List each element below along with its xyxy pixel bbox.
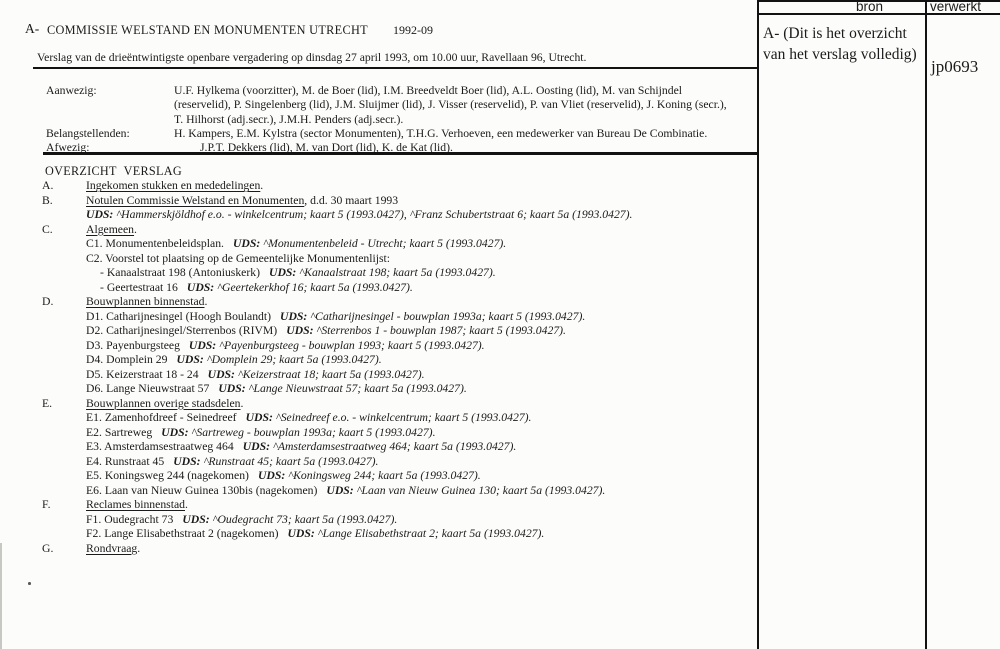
item-text: E6. Laan van Nieuw Guinea 130bis (nagekomen): [86, 483, 318, 497]
overview-line-section: [0, 498, 632, 513]
item-text: C1. Monumentenbeleidsplan.: [86, 237, 224, 250]
uds-reference: UDS: ^Catharijnesingel - bouwplan 1993a; kaart 5 (1993.0427).: [280, 309, 586, 323]
overview-line-section: [0, 542, 632, 557]
uds-reference: UDS: ^Oudegracht 73; kaart 5a (1993.0427).: [182, 512, 398, 526]
item-text: D4. Domplein 29: [86, 353, 168, 366]
uds-label: UDS:: [182, 512, 210, 526]
overview-line-item: [0, 324, 632, 339]
uds-reference: UDS: ^Sartreweg - bouwplan 1993a; kaart 5 (1993.0427).: [161, 425, 436, 439]
uds-reference: UDS: ^Kanaalstraat 198; kaart 5a (1993.0427).: [269, 266, 496, 279]
overview-line-item: [0, 353, 632, 368]
horizontal-rule-top: [33, 67, 757, 69]
section-title: Bouwplannen overige stadsdelen: [86, 396, 241, 410]
overview-line-section: [0, 194, 632, 209]
section-suffix: .: [134, 222, 137, 236]
column-header-verwerkt: verwerkt: [930, 0, 982, 14]
section-suffix: .: [260, 179, 264, 192]
scan-edge-shadow: [0, 543, 2, 649]
overview-line-item: [0, 455, 632, 470]
attendance-line: [0, 84, 727, 98]
section-letter: B.: [42, 193, 53, 207]
uds-label: UDS:: [232, 237, 261, 250]
overview-line-item: [0, 426, 632, 441]
attendance-text: U.F. Hylkema (voorzitter), M. de Boer (lid), I.M. Breedveldt Boer (lid), A.L. Oosting (lid), M. van Schijndel: [174, 84, 683, 97]
attendance-text: T. Hilhorst (adj.secr.), J.M.H. Penders (adj.secr.).: [174, 112, 404, 126]
item-text: D3. Payenburgsteeg: [86, 338, 180, 352]
uds-label: UDS:: [207, 367, 235, 381]
uds-label: UDS:: [176, 353, 204, 366]
uds-label: UDS:: [86, 208, 114, 221]
verwerkt-stamp: jp0693: [931, 57, 979, 76]
overview-line-dash: [0, 266, 632, 281]
item-text: F2. Lange Elisabethstraat 2 (nagekomen): [86, 527, 279, 540]
section-letter: F.: [42, 498, 51, 511]
section-suffix: .: [137, 541, 141, 555]
uds-label: UDS:: [257, 469, 286, 482]
section-suffix: .: [240, 396, 244, 410]
overview-heading: OVERZICHT VERSLAG: [45, 164, 182, 178]
section-suffix: , d.d. 30 maart 1993: [304, 193, 399, 207]
uds-reference: UDS: ^Geertekerkhof 16; kaart 5a (1993.0427).: [186, 280, 413, 294]
section-title: Bouwplannen binnenstad: [86, 295, 205, 308]
uds-label: UDS:: [287, 527, 315, 540]
uds-reference: UDS: ^Runstraat 45; kaart 5a (1993.0427).: [173, 454, 379, 468]
overview-line-item: [0, 310, 632, 325]
section-letter: A.: [42, 179, 54, 192]
overview-line-section: [0, 223, 632, 238]
uds-reference: UDS: ^Lange Elisabethstraat 2; kaart 5a (1993.0427).: [287, 527, 545, 540]
item-text: E1. Zamenhofdreef - Seinedreef: [86, 411, 237, 424]
overview-line-item: [0, 252, 632, 267]
scan-speck: [28, 582, 31, 585]
overview-line-item: [0, 411, 632, 426]
item-text: - Geertestraat 16: [100, 280, 178, 294]
item-text: F1. Oudegracht 73: [86, 512, 174, 526]
overview-list: [0, 179, 632, 556]
attendance-label: Belangstellenden:: [46, 126, 130, 140]
bron-annotation-line: A- (Dit is het overzicht: [763, 25, 907, 42]
uds-label: UDS:: [326, 483, 354, 497]
section-suffix: .: [185, 498, 188, 511]
document-code: 1992-09: [393, 23, 433, 37]
item-text: D5. Keizerstraat 18 - 24: [86, 367, 199, 381]
uds-reference: UDS: ^Koningsweg 244; kaart 5a (1993.0427).: [257, 469, 481, 482]
overview-line-item: [0, 484, 632, 499]
overview-line-item: [0, 469, 632, 484]
overview-line-section: [0, 397, 632, 412]
section-letter: G.: [42, 541, 54, 555]
bron-annotation: [763, 23, 917, 65]
section-letter: D.: [42, 295, 54, 308]
overview-line-section: [0, 179, 632, 194]
uds-reference: UDS: ^Amsterdamsestraatweg 464; kaart 5a (1993.0427).: [242, 440, 517, 453]
document-mark: A-: [25, 21, 40, 36]
uds-label: UDS:: [161, 425, 189, 439]
uds-reference: UDS: ^Monumentenbeleid - Utrecht; kaart 5 (1993.0427).: [232, 237, 507, 250]
uds-label: UDS:: [218, 382, 246, 395]
item-text: D6. Lange Nieuwstraat 57: [86, 382, 210, 395]
section-title: Notulen Commissie Welstand en Monumenten: [86, 193, 305, 207]
bron-annotation-line: van het verslag volledig): [763, 46, 917, 63]
meeting-subtitle: Verslag van de drieëntwintigste openbare vergadering op dinsdag 27 april 1993, om 10.00 uur, Ravellaan 96, Utrecht.: [37, 51, 587, 64]
attendance-line: [0, 98, 727, 112]
attendance-text: J.P.T. Dekkers (lid), M. van Dort (lid), K. de Kat (lid).: [200, 141, 453, 154]
overview-line-uds-only: [0, 208, 632, 223]
table-left-border: [757, 0, 759, 649]
uds-reference: UDS: ^Payenburgsteeg - bouwplan 1993; kaart 5 (1993.0427).: [188, 338, 485, 352]
overview-line-dash: [0, 281, 632, 296]
uds-label: UDS:: [280, 309, 308, 323]
overview-line-item: [0, 237, 632, 252]
attendance-text: (reservelid), P. Singelenberg (lid), J.M. Sluijmer (lid), J. Visser (reservelid), P. van Vliet (reservelid), J. Koning (secr.),: [174, 98, 727, 112]
section-suffix: .: [204, 295, 208, 308]
item-text: E5. Koningsweg 244 (nagekomen): [86, 469, 249, 482]
item-text: E3. Amsterdamsestraatweg 464: [86, 440, 234, 453]
item-text: D2. Catharijnesingel/Sterrenbos (RIVM): [86, 324, 278, 337]
overview-line-item: [0, 440, 632, 455]
uds-label: UDS:: [245, 411, 273, 424]
uds-label: UDS:: [188, 338, 217, 352]
item-text: E4. Runstraat 45: [86, 454, 165, 468]
section-title: Rondvraag: [86, 541, 138, 555]
uds-label: UDS:: [173, 454, 201, 468]
attendance-line: [0, 127, 727, 141]
uds-label: UDS:: [269, 266, 297, 279]
overview-line-item: [0, 382, 632, 397]
section-title: Ingekomen stukken en mededelingen: [86, 179, 261, 192]
uds-label: UDS:: [242, 440, 270, 453]
attendance-label: Afwezig:: [46, 141, 90, 154]
item-text: D1. Catharijnesingel (Hoogh Boulandt): [86, 309, 272, 323]
overview-line-item: [0, 527, 632, 542]
section-title: Algemeen: [86, 222, 135, 236]
attendance-line: [0, 113, 727, 127]
uds-label: UDS:: [186, 280, 215, 294]
overview-line-item: [0, 368, 632, 383]
attendance-label: Aanwezig:: [46, 84, 97, 97]
uds-reference: UDS: ^Seinedreef e.o. - winkelcentrum; kaart 5 (1993.0427).: [245, 411, 532, 424]
uds-reference: UDS: ^Domplein 29; kaart 5a (1993.0427).: [176, 353, 382, 366]
uds-reference: UDS: ^Keizerstraat 18; kaart 5a (1993.0427).: [207, 367, 425, 381]
section-letter: E.: [42, 396, 53, 410]
uds-reference: UDS: ^Lange Nieuwstraat 57; kaart 5a (1993.0427).: [218, 382, 467, 395]
section-title: Reclames binnenstad: [86, 498, 185, 511]
overview-line-item: [0, 513, 632, 528]
overview-line-item: [0, 339, 632, 354]
uds-reference: UDS: ^Laan van Nieuw Guinea 130; kaart 5a (1993.0427).: [326, 483, 606, 497]
item-text: C2. Voorstel tot plaatsing op de Gemeentelijke Monumentenlijst:: [86, 251, 391, 265]
table-column-divider: [925, 0, 927, 649]
attendance-text: H. Kampers, E.M. Kylstra (sector Monumenten), T.H.G. Verhoeven, een medewerker van Bureau De Combinatie.: [174, 126, 708, 140]
overview-line-section: [0, 295, 632, 310]
attendance-block: [0, 84, 727, 155]
page-title: COMMISSIE WELSTAND EN MONUMENTEN UTRECHT: [47, 23, 368, 37]
attendance-line: [0, 141, 727, 155]
uds-reference: UDS: ^Sterrenbos 1 - bouwplan 1987; kaart 5 (1993.0427).: [286, 324, 566, 337]
item-text: - Kanaalstraat 198 (Antoniuskerk): [100, 266, 261, 279]
uds-reference: UDS: ^Hammerskjöldhof e.o. - winkelcentrum; kaart 5 (1993.0427), ^Franz Schubertstraat 6; kaart 5a (1993.0427).: [86, 208, 633, 221]
item-text: E2. Sartreweg: [86, 425, 153, 439]
column-header-bron: bron: [856, 0, 884, 14]
uds-label: UDS:: [286, 324, 314, 337]
section-letter: C.: [42, 222, 53, 236]
